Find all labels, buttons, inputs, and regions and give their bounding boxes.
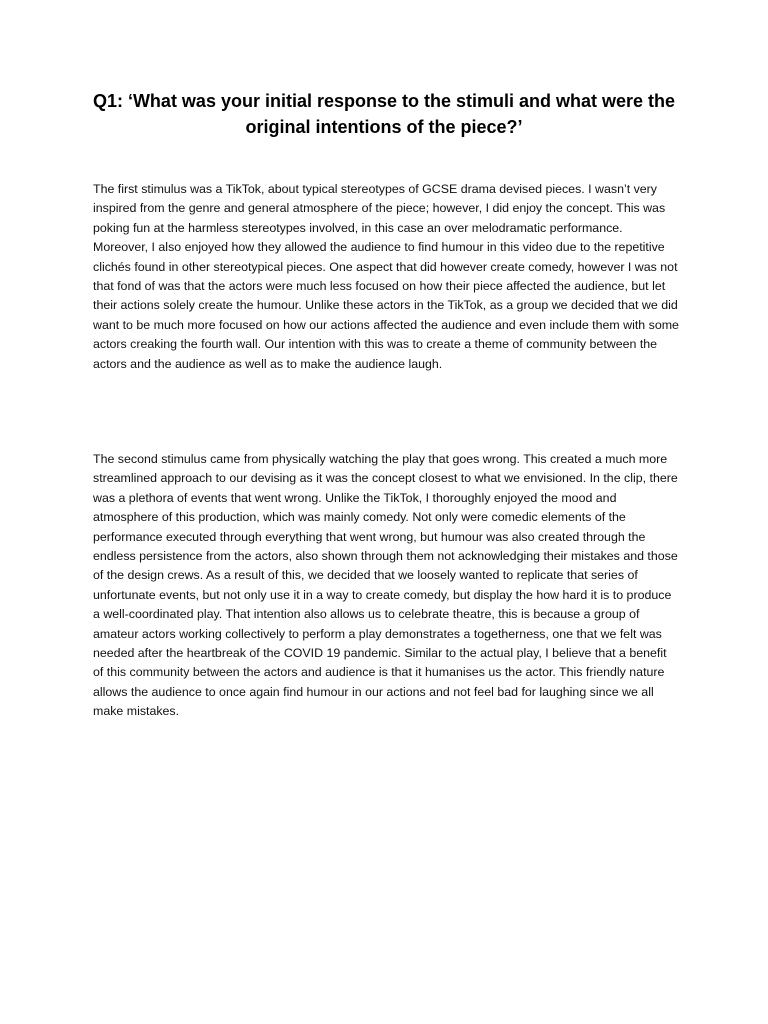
paragraph-first-stimulus: The first stimulus was a TikTok, about typical stereotypes of GCSE drama devised pieces. I wasn’t very inspired from the genre and general atmosphere of the piece; however, I did enjoy the concept. This was poking fun at the harmless stereotypes involved, in this case an over melodramatic performance. Moreover, I also enjoyed how they allowed the audience to find humour in this video due to the repetitive clichés found in other stereotypical pieces. One aspect that did however create comedy, however I was not that fond of was that the actors were much less focused on how their piece affected the audience, but let their actions solely create the humour. Unlike these actors in the TikTok, as a group we decided that we did want to be much more focused on how our actions affected the audience and even include them with some actors creaking the fourth wall. Our intention with this was to create a theme of community between the actors and the audience as well as to make the audience laugh. bbox=[93, 182, 679, 371]
paragraph-second-stimulus: The second stimulus came from physically watching the play that goes wrong. This created a much more streamlined approach to our devising as it was the concept closest to what we envisioned. In the clip, there was a plethora of events that went wrong. Unlike the TikTok, I thoroughly enjoyed the mood and atmosphere of this production, which was mainly comedy. Not only were comedic elements of the performance executed through everything that went wrong, but humour was also created through the endless persistence from the actors, also shown through them not acknowledging their mistakes and those of the design crews. As a result of this, we decided that we loosely wanted to replicate that series of unfortunate events, but not only use it in a way to create comedy, but display the how hard it is to produce a well-coordinated play. That intention also allows us to celebrate theatre, this is because a group of amateur actors working collectively to perform a play demonstrates a togetherness, one that we felt was needed after the heartbreak of the COVID 19 pandemic. Similar to the actual play, I believe that a benefit of this community between the actors and audience is that it humanises us the actor. This friendly nature allows the audience to once again find humour in our actions and not feel bad for laughing since we all make mistakes. bbox=[93, 452, 678, 719]
question-title: Q1: ‘What was your initial response to the stimuli and what were the original intentions of the piece?’ bbox=[92, 91, 676, 137]
